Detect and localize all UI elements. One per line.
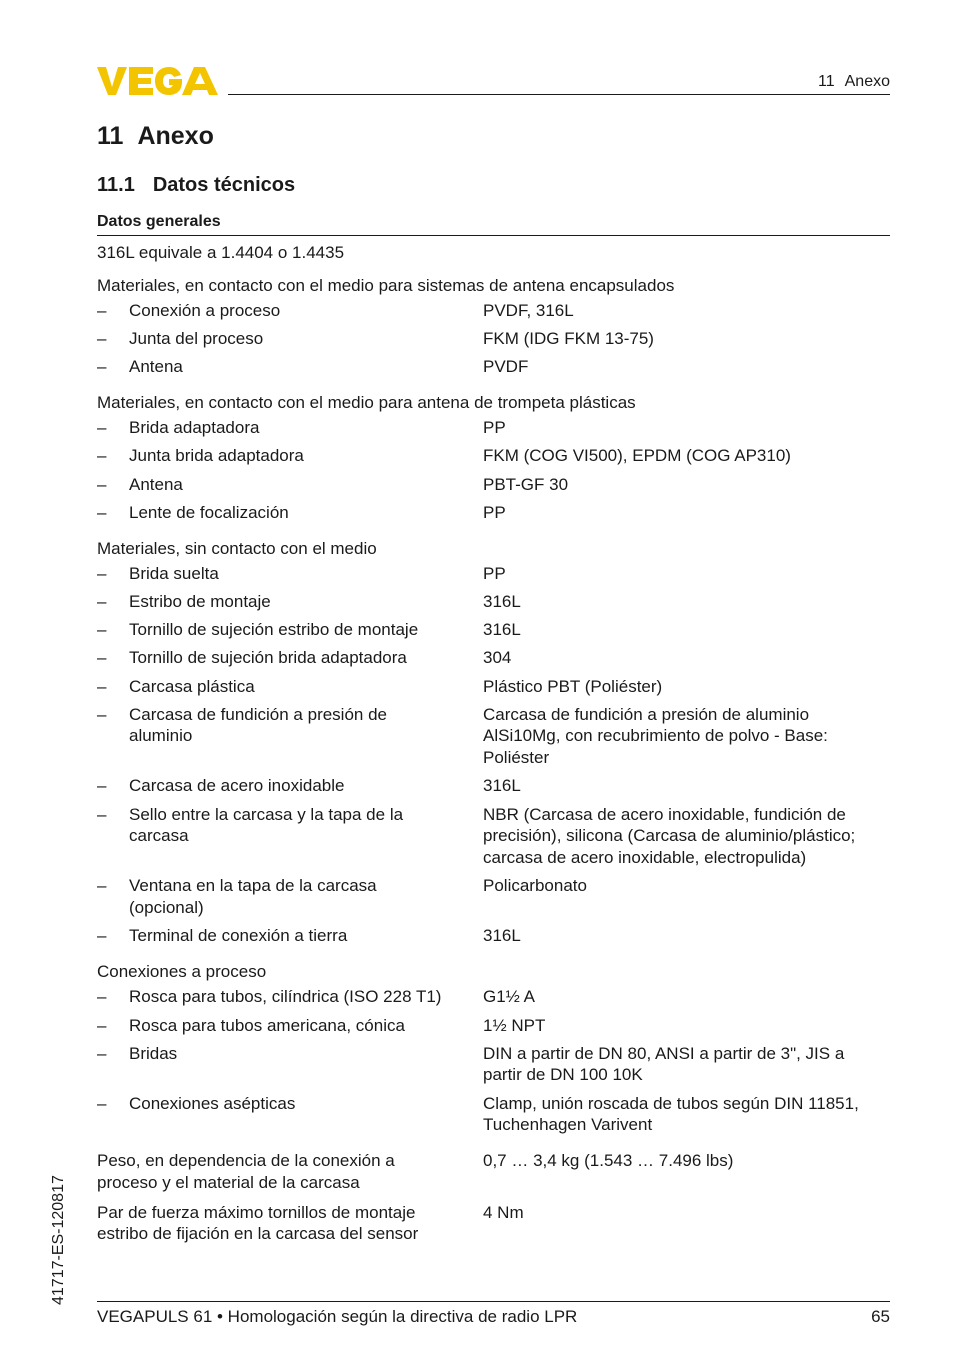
row-label: Junta brida adaptadora <box>129 446 304 465</box>
row-label: Brida adaptadora <box>129 418 260 437</box>
row-label: Rosca para tubos americana, cónica <box>129 1016 405 1035</box>
list-dash: – <box>97 418 107 437</box>
row-value: 304 <box>483 648 512 667</box>
row-label: Estribo de montaje <box>129 592 271 611</box>
row-label: Conexiones asépticas <box>129 1094 296 1113</box>
row-label: Ventana en la tapa de la carcasa <box>129 876 377 895</box>
vega-logo <box>97 66 219 96</box>
torque-value: 4 Nm <box>483 1203 524 1222</box>
group-title-horn: Materiales, en contacto con el medio para antena de trompeta plásticas <box>97 393 636 412</box>
row-label: Sello entre la carcasa y la tapa de la <box>129 805 404 824</box>
section-heading <box>97 174 295 197</box>
row-value: Plástico PBT (Poliéster) <box>483 677 663 696</box>
list-dash: – <box>97 805 107 824</box>
row-label: Tornillo de sujeción estribo de montaje <box>129 620 419 639</box>
row-value: PVDF <box>483 357 529 376</box>
row-value: Poliéster <box>483 748 550 767</box>
list-dash: – <box>97 776 107 795</box>
row-value: PP <box>483 418 506 437</box>
weight-label: proceso y el material de la carcasa <box>97 1173 360 1192</box>
row-value: AlSi10Mg, con recubrimiento de polvo - Base: <box>483 726 828 745</box>
intro-text: 316L equivale a 1.4404 o 1.4435 <box>97 243 345 262</box>
row-label: Carcasa de acero inoxidable <box>129 776 345 795</box>
row-label: Rosca para tubos, cilíndrica (ISO 228 T1) <box>129 987 442 1006</box>
row-label: Terminal de conexión a tierra <box>129 926 348 945</box>
group-title-non-contact: Materiales, sin contacto con el medio <box>97 539 377 558</box>
row-value: 316L <box>483 776 521 795</box>
row-value: Carcasa de fundición a presión de aluminio <box>483 705 810 724</box>
list-dash: – <box>97 301 107 320</box>
list-dash: – <box>97 592 107 611</box>
row-value: Policarbonato <box>483 876 587 895</box>
list-dash: – <box>97 677 107 696</box>
list-dash: – <box>97 503 107 522</box>
row-label: carcasa <box>129 826 189 845</box>
section-number: 11.1 <box>97 174 135 196</box>
row-label: (opcional) <box>129 898 204 917</box>
row-value: PVDF, 316L <box>483 301 574 320</box>
chapter-number: 11 <box>97 122 124 150</box>
torque-label: estribo de fijación en la carcasa del sensor <box>97 1224 419 1243</box>
row-value: 1½ NPT <box>483 1016 546 1035</box>
footer-text: VEGAPULS 61 • Homologación según la directiva de radio LPR <box>97 1307 578 1326</box>
group-title-encapsulated: Materiales, en contacto con el medio para sistemas de antena encapsulados <box>97 276 675 295</box>
list-dash: – <box>97 1044 107 1063</box>
row-value: precisión), silicona (Carcasa de aluminio/plástico; <box>483 826 856 845</box>
document-code: 41717-ES-120817 <box>50 1175 67 1305</box>
chapter-title: Anexo <box>137 122 214 150</box>
row-label: Conexión a proceso <box>129 301 281 320</box>
list-dash: – <box>97 876 107 895</box>
weight-value: 0,7 … 3,4 kg (1.543 … 7.496 lbs) <box>483 1151 734 1170</box>
row-value: FKM (IDG FKM 13-75) <box>483 329 654 348</box>
footer-rule <box>97 1301 890 1302</box>
list-dash: – <box>97 357 107 376</box>
list-dash: – <box>97 329 107 348</box>
row-label: Junta del proceso <box>129 329 264 348</box>
list-dash: – <box>97 446 107 465</box>
row-value: partir de DN 100 10K <box>483 1065 643 1084</box>
row-label: Carcasa plástica <box>129 677 255 696</box>
torque-label: Par de fuerza máximo tornillos de montaje <box>97 1203 416 1222</box>
list-dash: – <box>97 926 107 945</box>
row-label: Carcasa de fundición a presión de <box>129 705 387 724</box>
section-title: Datos técnicos <box>152 174 296 196</box>
row-value: NBR (Carcasa de acero inoxidable, fundición de <box>483 805 846 824</box>
list-dash: – <box>97 1016 107 1035</box>
subsection-rule <box>97 235 890 236</box>
group-title-process: Conexiones a proceso <box>97 962 267 981</box>
row-value: carcasa de acero inoxidable, electropulida) <box>483 848 807 867</box>
row-value: Tuchenhagen Varivent <box>483 1115 653 1134</box>
subsection-heading: Datos generales <box>97 213 221 230</box>
row-value: PBT-GF 30 <box>483 475 569 494</box>
list-dash: – <box>97 1094 107 1113</box>
row-label: Antena <box>129 357 183 376</box>
row-value: PP <box>483 564 506 583</box>
list-dash: – <box>97 475 107 494</box>
row-value: FKM (COG VI500), EPDM (COG AP310) <box>483 446 791 465</box>
row-value: 316L <box>483 592 521 611</box>
row-value: PP <box>483 503 506 522</box>
list-dash: – <box>97 620 107 639</box>
header-section-number: 11 <box>818 73 835 90</box>
row-value: 316L <box>483 620 521 639</box>
row-label: aluminio <box>129 726 193 745</box>
row-value: G1½ A <box>483 987 535 1006</box>
chapter-heading <box>97 122 214 151</box>
header-rule <box>228 94 890 95</box>
row-value: Clamp, unión roscada de tubos según DIN 11851, <box>483 1094 859 1113</box>
list-dash: – <box>97 987 107 1006</box>
row-label: Brida suelta <box>129 564 219 583</box>
running-header <box>818 73 890 91</box>
row-label: Tornillo de sujeción brida adaptadora <box>129 648 407 667</box>
list-dash: – <box>97 705 107 724</box>
page-number: 65 <box>871 1307 890 1326</box>
list-dash: – <box>97 564 107 583</box>
row-label: Bridas <box>129 1044 178 1063</box>
row-value: DIN a partir de DN 80, ANSI a partir de 3", JIS a <box>483 1044 845 1063</box>
weight-label: Peso, en dependencia de la conexión a <box>97 1151 395 1170</box>
row-label: Lente de focalización <box>129 503 289 522</box>
header-section-title: Anexo <box>844 73 890 90</box>
row-label: Antena <box>129 475 183 494</box>
list-dash: – <box>97 648 107 667</box>
row-value: 316L <box>483 926 521 945</box>
